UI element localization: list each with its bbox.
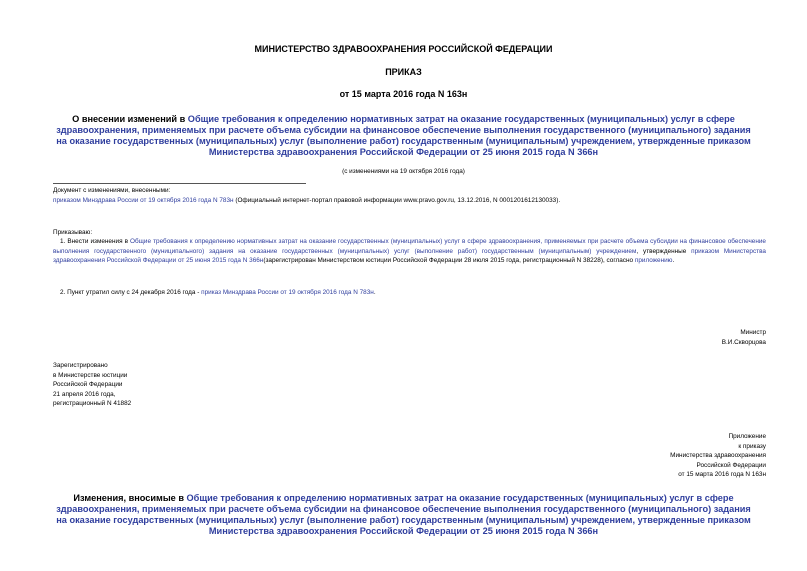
registration-line-4: 21 апреля 2016 года, [53,390,116,398]
revision-label: Документ с изменениями, внесенными: [53,187,171,194]
revision-box [53,186,763,205]
registration-line-3: Российской Федерации [53,381,123,389]
item-1-mid: , утвержденные [636,247,692,255]
registration-block [53,361,253,409]
document-title [55,114,752,158]
item-2-order-783-link[interactable]: приказ Минздрава России от 19 октября 2016 года N 783н [201,289,374,296]
registration-line-2: в Министерстве юстиции [53,371,128,379]
appendix-line-2: к приказу [738,442,766,450]
doc-type-heading: ПРИКАЗ [385,67,422,77]
signature-position: Министр [740,329,766,336]
appendix-reference [566,432,766,480]
order-word: Приказываю: [53,229,93,236]
title-requirements-link[interactable]: Общие требования к определению нормативных затрат на оказание государственных (муниципальных) услуг в сфере здравоохранения, применяемых при расчете объема субсидии на финансовое обеспечение выполнения государственного (муниципального) задания на оказание государственных (муниципальных) услуг (выполнение работ) государственным (муниципальным) учреждением, утвержденные приказом Министерства здравоохранения Российской Федерации от 25 июня 2015 года N 366н [56,114,751,157]
signature-name: В.И.Скворцова [721,338,766,346]
item-1-order-366-link[interactable]: приказом Министерства здравоохранения Российской Федерации от 25 июня 2015 года N 366н [53,247,766,265]
registration-line-1: Зарегистрировано [53,362,108,369]
item-2-prefix: 2. Пункт утратил силу с 24 декабря 2016 года - [60,289,202,296]
appendix-title-prefix: Изменения, вносимые в [73,493,187,503]
item-2 [60,288,760,298]
appendix-title [55,493,752,537]
doc-date-heading: от 15 марта 2016 года N 163н [339,89,468,99]
item-1-end: . [672,257,675,265]
item-1-requirements-link[interactable]: Общие требования к определению нормативных затрат на оказание государственных (муниципальных) услуг в сфере здравоохранения, применяемых при расчете объема субсидии на финансовое обеспечение выполнения государственного (муниципального) задания на оказание государственных (муниципальных) услуг (выполнение работ) государственным (муниципальным) учреждением [53,238,766,255]
title-prefix: О внесении изменений в [72,114,188,124]
appendix-line-5: от 15 марта 2016 года N 163н [678,471,766,479]
appendix-line-4: Российской Федерации [696,461,766,469]
item-1-registration: (зарегистрирован Министерством юстиции Российской Федерации 28 июля 2015 года, регистрационный N 38228), согласно [263,257,635,265]
ministry-heading: МИНИСТЕРСТВО ЗДРАВООХРАНЕНИЯ РОССИЙСКОЙ ФЕДЕРАЦИИ [254,44,553,54]
signature-block [600,328,766,347]
appendix-line-3: Министерства здравоохранения [670,452,766,460]
appendix-line-1: Приложение [728,433,766,440]
item-1-prefix: 1. Внести изменения в [60,238,131,245]
appendix-title-requirements-link[interactable]: Общие требования к определению нормативных затрат на оказание государственных (муниципальных) услуг в сфере здравоохранения, применяемых при расчете объема субсидии на финансовое обеспечение выполнения государственного (муниципального) задания на оказание государственных (муниципальных) услуг (выполнение работ) государственным (муниципальным) учреждением, утвержденные приказом Министерства здравоохранения Российской Федерации от 25 июня 2015 года N 366н [56,493,751,536]
changes-note: (с изменениями на 19 октября 2016 года) [342,168,465,175]
item-2-end: . [373,289,376,296]
registration-line-5: регистрационный N 41882 [53,400,132,408]
revision-source: (Официальный интернет-портал правовой информации www.pravo.gov.ru, 13.12.2016, N 0001201612130033). [233,196,561,204]
item-1-appendix-link[interactable]: приложению [634,257,673,265]
revision-order-link[interactable]: приказом Минздрава России от 19 октября 2016 года N 783н [53,196,234,204]
item-1 [53,237,766,266]
revision-divider [53,183,306,184]
revision-line [53,196,763,206]
